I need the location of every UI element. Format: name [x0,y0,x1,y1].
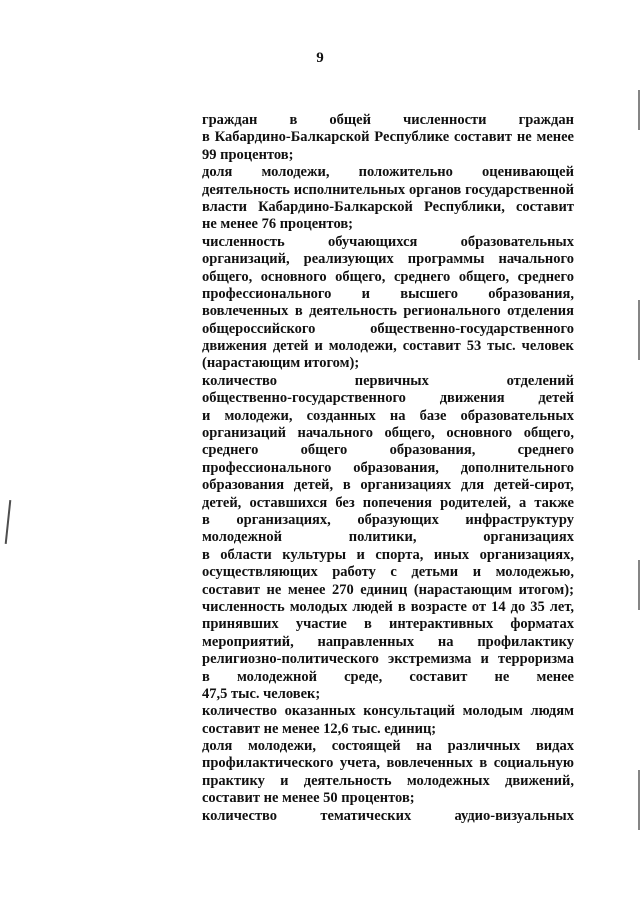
word: попечения [362,494,432,511]
text-line [202,460,574,477]
word: в [202,511,210,528]
word: Республики, [424,198,505,215]
word: общего, [458,268,510,285]
word: обучающихся [327,233,418,250]
word: образующих [357,511,439,528]
word: деятельность [303,772,392,789]
word: человек [521,338,574,355]
word: профессионального [202,285,332,302]
word: Республике [374,129,450,146]
word: молодежи, [248,738,317,755]
word: вовлеченных [386,755,473,772]
word: начального [498,251,574,268]
word: различных [447,738,521,755]
scan-margin-mark [5,500,12,544]
word: принявших [202,616,279,633]
word: 14 [491,598,506,615]
word: культуры [282,546,347,563]
word: без [335,494,355,511]
word: для [460,477,485,494]
word: образования, [353,459,439,476]
text-line [202,390,574,407]
word: единиц [360,581,408,598]
word: отделения [507,303,574,320]
text-line [202,529,574,546]
word: (нарастающим [413,581,513,598]
word: учета, [339,755,380,772]
word: а [518,494,527,511]
word: и [280,772,289,789]
word: детьми [411,564,459,581]
word: Кабардино-Балкарской [258,198,413,215]
text-line [202,703,574,720]
word: форматах [510,616,574,633]
word: детей, [293,477,334,494]
word: составит [402,338,461,355]
word: политики, [348,529,417,546]
word: движения [439,390,505,407]
text-line [202,251,574,268]
text-line [202,321,574,338]
text-line [202,564,574,581]
word: начального [297,425,373,442]
word: инфраструктуру [465,511,574,528]
word: не [494,668,510,685]
word: итогом); [518,581,574,598]
word: положительно [358,164,453,181]
word: 35 [530,598,545,615]
word: в [202,668,210,685]
text-line [202,216,574,233]
word: высшего [400,285,459,302]
text-line [202,738,574,755]
text-line [202,773,574,790]
word: оказанных [284,703,356,720]
word: доля [202,738,233,755]
word: профилактического [202,755,334,772]
word: доля [202,164,233,181]
word: реализующих [303,251,394,268]
word: на [437,633,454,650]
text-line [202,808,574,825]
word: социальную [493,755,574,772]
word: людям [530,703,574,720]
word: видах [535,738,574,755]
word: в [202,546,210,563]
body-text [202,112,574,825]
line-text: составит не менее 50 процентов; [202,790,415,807]
word: среде, [344,668,383,685]
word: общего, [384,425,435,442]
word: организациях [483,529,574,546]
word: участие [295,616,347,633]
word: в [289,112,298,128]
text-line [202,164,574,181]
word: среднего [517,442,574,459]
text-line [202,234,574,251]
word: детей [272,338,309,355]
word: общероссийского [202,320,316,337]
word: на [389,407,406,424]
word: вовлеченных [202,303,289,320]
line-text: составит не менее 12,6 тыс. единиц; [202,720,437,737]
text-line [202,616,574,633]
word: менее [536,668,574,685]
word: граждан [202,112,258,128]
word: мероприятий, [202,633,294,650]
word: до [510,598,526,615]
word: молодых [289,598,348,615]
word: образования, [488,285,574,302]
text-line [202,721,574,738]
word: образовательных [460,407,574,424]
page-number: 9 [316,50,324,66]
word: общего, [202,268,253,285]
word: молодежью, [495,564,574,581]
text-line [202,355,574,372]
word: основного [260,268,327,285]
word: области [220,546,272,563]
text-line [202,547,574,564]
word: и [202,407,211,424]
word: деятельность [309,303,397,320]
word: программы [407,251,485,268]
word: менее [287,581,326,598]
word: составит [202,581,260,598]
word: терроризма [497,651,574,668]
word: работу [332,564,376,581]
text-line [202,112,574,129]
word: детей, [202,494,242,511]
text-line [202,477,574,494]
word: молодежи, [261,164,330,181]
word: регионального [403,303,501,320]
word: возрасте [410,598,467,615]
word: и [314,338,323,355]
word: исполнительных [293,181,406,198]
word: и [480,651,489,668]
word: молодежной [202,529,282,546]
word: молодежи, [328,338,397,355]
word: молодым [462,703,523,720]
text-line [202,634,574,651]
word: движения [202,338,267,355]
text-line [202,686,574,703]
word: в [202,129,210,146]
word: направленных [317,633,415,650]
word: с [390,564,397,581]
line-text: не менее 76 процентов; [202,216,353,233]
text-line [202,582,574,599]
text-line [202,425,574,442]
word: также [534,494,574,511]
word: и [472,564,482,581]
word: численность [202,233,285,250]
word: дополнительного [460,459,574,476]
word: общего [300,442,348,459]
word: общественно-государственного [202,390,406,407]
word: тыс. [487,338,516,355]
text-line [202,442,574,459]
word: 270 [331,581,354,598]
text-line [202,286,574,303]
word: религиозно-политического [202,651,379,668]
word: общей [329,112,371,128]
word: численности [403,112,487,128]
word: количество [202,703,278,720]
line-text: (нарастающим итогом); [202,355,360,372]
word: на [416,738,432,755]
word: практику [202,772,265,789]
word: организациях [360,477,452,494]
word: составит [515,198,574,215]
word: в [364,616,372,633]
word: органов [409,181,462,198]
word: деятельность [202,181,290,198]
word: общественно-государственного [370,320,574,337]
text-line [202,338,574,355]
word: в [397,598,406,615]
word: численность [202,598,285,615]
line-text: 47,5 тыс. человек; [202,685,321,702]
word: в [479,755,488,772]
word: аудио-визуальных [454,807,574,824]
word: созданных [306,407,376,424]
word: оценивающей [482,164,574,181]
word: организаций [202,425,286,442]
word: образования [202,477,285,494]
word: от [471,598,487,615]
word: в [294,303,303,320]
word: профилактику [477,633,574,650]
word: не [266,581,282,598]
word: осуществляющих [202,564,318,581]
text-line [202,755,574,772]
word: оставшихся [249,494,328,511]
word: детей-сирот, [493,477,574,494]
text-line [202,651,574,668]
text-line [202,408,574,425]
word: людей [352,598,393,615]
text-line [202,129,574,146]
word: профессионального [202,459,332,476]
word: тематических [320,807,412,824]
word: организациях, [479,546,574,563]
word: интерактивных [389,616,494,633]
word: детей [538,390,574,407]
word: молодежных [406,772,490,789]
text-line [202,199,574,216]
word: среднего [202,442,259,459]
word: Кабардино-Балкарской [214,129,370,146]
text-line [202,495,574,512]
word: иных [433,546,470,563]
word: общего, [335,268,386,285]
text-line [202,669,574,686]
word: отделений [506,372,574,389]
word: количество [202,372,278,389]
word: базе [419,407,447,424]
word: образования, [389,442,476,459]
word: граждан [518,112,574,128]
text-line [202,599,574,616]
text-line [202,373,574,390]
text-line [202,303,574,320]
word: власти [202,198,247,215]
word: в [342,477,351,494]
word: и [356,546,365,563]
word: составит [409,668,468,685]
word: спорта, [375,546,424,563]
word: организаций, [202,251,290,268]
word: общего, [523,425,574,442]
word: менее [536,129,574,146]
word: не [516,129,532,146]
word: количество [202,807,278,824]
word: состоящей [331,738,401,755]
word: молодежи, [224,407,293,424]
word: государственной [465,181,574,198]
word: среднего [393,268,451,285]
word: среднего [517,268,574,285]
word: образовательных [460,233,574,250]
word: движений, [505,772,574,789]
text-line [202,269,574,286]
word: 53 [466,338,482,355]
word: основного [446,425,513,442]
word: лет, [549,598,574,615]
word: молодежной [236,668,317,685]
text-line [202,147,574,164]
text-line [202,182,574,199]
word: составит [454,129,513,146]
word: консультаций [363,703,456,720]
word: родителей, [440,494,511,511]
line-text: 99 процентов; [202,146,294,163]
word: и [361,285,371,302]
word: экстремизма [388,651,472,668]
text-line [202,512,574,529]
word: организациях, [236,511,331,528]
text-line [202,790,574,807]
word: первичных [354,372,429,389]
